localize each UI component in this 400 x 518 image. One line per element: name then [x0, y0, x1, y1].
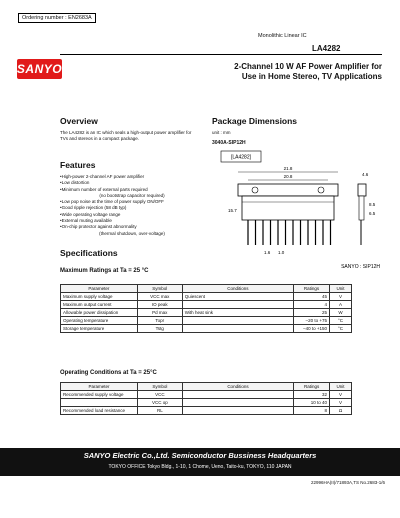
column-header: Parameter [61, 285, 138, 293]
conditions-cell: Quiescent [182, 293, 293, 301]
table-row [61, 407, 352, 415]
param-cell [61, 399, 138, 407]
feature-item: • High-power 2-channel AF power amplifier [60, 174, 200, 180]
feature-item: • Minimum number of external parts required [60, 187, 200, 193]
footer-company: SANYO Electric Co.,Ltd. Semiconductor Bussiness Headquarters [83, 451, 317, 460]
unit-cell: W [330, 309, 352, 317]
value-cell: 25 [294, 309, 330, 317]
footer-banner [0, 448, 400, 476]
header-rule [60, 54, 382, 55]
table-row [61, 301, 352, 309]
param-cell: Maximum output current [61, 301, 138, 309]
conditions-cell [182, 301, 293, 309]
feature-item: • External muting available [60, 218, 200, 224]
package-unit: unit : mm [212, 130, 231, 135]
unit-cell: °C [330, 325, 352, 333]
title-line-2: Use in Home Stereo, TV Applications [241, 72, 382, 81]
param-cell: Storage temperature [61, 325, 138, 333]
param-cell: Allowable power dissipation [61, 309, 138, 317]
unit-cell: V [330, 391, 352, 399]
symbol-cell: Tstg [137, 325, 182, 333]
dim-label: 6.5 [369, 211, 376, 216]
package-code: 3040A-SIP12H [212, 140, 246, 146]
column-header: Unit [330, 383, 352, 391]
column-header: Unit [330, 285, 352, 293]
overview-text: The LA4282 is an IC which seals a high-output power amplifier for TVs and stereos in a compact package. [60, 130, 192, 141]
symbol-cell: VCC max [137, 293, 182, 301]
operating-conditions-title: Operating Conditions at Ta = 25°C [60, 370, 157, 376]
table-row [61, 309, 352, 317]
unit-cell: A [330, 301, 352, 309]
product-category: Monolithic Linear IC [258, 33, 307, 39]
unit-cell: °C [330, 317, 352, 325]
package-drawing [220, 150, 385, 275]
feature-item: • On-chip protector against abnormality [60, 224, 200, 230]
features-heading: Features [60, 160, 96, 170]
max-ratings-title: Maximum Ratings at Ta = 25 °C [60, 268, 149, 274]
column-header: Ratings [294, 285, 330, 293]
column-header: Conditions [182, 383, 293, 391]
dim-label: 15.7 [228, 208, 237, 213]
column-header: Symbol [137, 383, 182, 391]
symbol-cell: VCC [137, 391, 182, 399]
column-header: Symbol [137, 285, 182, 293]
feature-item: (no bootstrap capacitor required) [99, 192, 165, 198]
table-row [61, 317, 352, 325]
dim-label: 1.6 [264, 250, 271, 255]
footer-address: TOKYO OFFICE Tokyo Bldg., 1-10, 1 Chome, Ueno, Taito-ku, TOKYO, 110 JAPAN [108, 464, 292, 470]
param-cell: Operating temperature [61, 317, 138, 325]
feature-item: • Good ripple rejection (58 dB typ) [60, 205, 200, 211]
table-header-row [61, 383, 352, 391]
value-cell: 8 [294, 407, 330, 415]
symbol-cell: RL [137, 407, 182, 415]
table-row [61, 399, 352, 407]
value-cell: 45 [294, 293, 330, 301]
table-row [61, 293, 352, 301]
conditions-cell [182, 407, 293, 415]
value-cell: –20 to +75 [294, 317, 330, 325]
operating-conditions-table [60, 382, 352, 415]
symbol-cell: VCC op [137, 399, 182, 407]
dim-label: 8.5 [369, 202, 376, 207]
unit-cell: V [330, 293, 352, 301]
dim-label: 20.8 [283, 174, 293, 179]
specifications-heading: Specifications [60, 248, 118, 258]
param-cell: Recommended supply voltage [61, 391, 138, 399]
overview-heading: Overview [60, 116, 98, 126]
feature-item: • Low distortion [60, 180, 200, 186]
ordering-number: Ordering number : EN2683A [18, 13, 96, 23]
symbol-cell: Pd max [137, 309, 182, 317]
column-header: Parameter [61, 383, 138, 391]
drawing-caption: SANYO : SIP12H [341, 264, 380, 270]
conditions-cell [182, 391, 293, 399]
dim-label: 21.8 [283, 166, 293, 171]
conditions-cell: With heat sink [182, 309, 293, 317]
max-ratings-table [60, 284, 352, 333]
symbol-cell: Topr [137, 317, 182, 325]
feature-item: • Wide operating voltage range [60, 212, 200, 218]
dim-label: 1.0 [278, 250, 285, 255]
title-line-1: 2-Channel 10 W AF Power Amplifier for [234, 62, 382, 71]
value-cell: 10 to 40 [294, 399, 330, 407]
param-cell: Recommended load resistance [61, 407, 138, 415]
table-header-row [61, 285, 352, 293]
package-heading: Package Dimensions [212, 116, 298, 126]
param-cell: Maximum supply voltage [61, 293, 138, 301]
feature-item: • Low pop noise at the time of power supply ON/OFF [60, 199, 200, 205]
conditions-cell [182, 399, 293, 407]
value-cell: 4 [294, 301, 330, 309]
sanyo-logo [17, 59, 62, 79]
drawing-label: [LA4282] [230, 154, 252, 161]
value-cell: 32 [294, 391, 330, 399]
unit-cell: V [330, 399, 352, 407]
column-header: Conditions [182, 285, 293, 293]
dim-label: 4.6 [362, 172, 369, 177]
document-code: 22996HA(II)/71893A,TS No.2683-1/6 [310, 480, 385, 485]
feature-item: (thermal shutdown, over-voltage) [99, 230, 165, 236]
document-title [180, 62, 382, 82]
symbol-cell: IO peak [137, 301, 182, 309]
features-list [60, 174, 200, 237]
table-row [61, 325, 352, 333]
value-cell: –40 to +150 [294, 325, 330, 333]
logo-text: SANYO [16, 62, 63, 76]
table-row [61, 391, 352, 399]
conditions-cell [182, 325, 293, 333]
column-header: Ratings [294, 383, 330, 391]
unit-cell: Ω [330, 407, 352, 415]
part-number: LA4282 [312, 44, 341, 53]
conditions-cell [182, 317, 293, 325]
